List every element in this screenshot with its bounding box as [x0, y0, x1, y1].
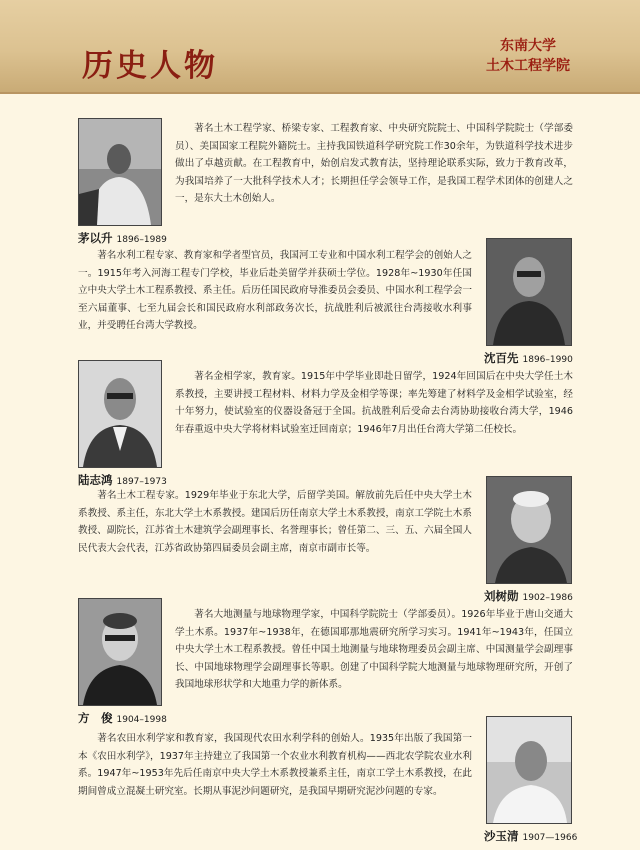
page-header	[0, 0, 640, 94]
university-name: 东南大学	[500, 38, 556, 54]
portrait-photo-icon	[487, 717, 571, 823]
school-name: 土木工程学院	[486, 58, 570, 74]
person-name-5: 方 俊 1904–1998	[78, 711, 167, 725]
portrait-photo-icon	[79, 361, 161, 467]
person-bio-5: 著名大地测量与地球物理学家，中国科学院院士（学部委员）。1926年毕业于唐山交通大学土木系。1937年~1938年，在德国耶那地震研究所学习实习。1941年~1943年，任国立中央大学土木工程系教授。曾任中国土地测量与地球物理委员会副主席、中国测量学会副理事长、中国地球物理学会副理事长等职。创建了中国科学院大地测量与地球物理研究所，开创了我国地球形状学和大地重力学的新体系。	[175, 609, 573, 691]
person-bio-3: 著名金相学家，教育家。1915年中学毕业即赴日留学，1924年回国后在中央大学任土木系教授，主要讲授工程材料、材料力学及金相学等课；率先筹建了材料学及金相学试验室，经十年努力，使试验室的仪器设备冠于全国。抗战胜利后受命去台湾协助接收台湾大学，1946年春重返中央大学将材料试验室迁回南京；1946年7月出任台湾大学第二任校长。	[175, 371, 573, 435]
page-title: 历史人物	[82, 48, 218, 84]
portrait-photo-icon	[487, 239, 571, 345]
person-name-2: 沈百先 1896–1990	[484, 351, 573, 365]
person-bio-4: 著名土木工程专家。1929年毕业于东北大学，后留学美国。解放前先后任中央大学土木系教授、系主任，东北大学土木系教授。建国后历任南京大学土木系教授，南京工学院土木系教授、副院长，江苏省土木建筑学会副理事长、名誉理事长；曾任第二、三、五、六届全国人民代表大会代表，江苏省政协第四届委员会副主席，南京市副市长等。	[78, 490, 472, 554]
portrait-photo-icon	[487, 477, 571, 583]
person-name-1: 茅以升 1896–1989	[78, 231, 167, 245]
person-bio-6: 著名农田水利学家和教育家，我国现代农田水利学科的创始人。1935年出版了我国第一本《农田水利学》，1937年主持建立了我国第一个农业水利教育机构——西北农学院农业水利系。1947年~1953年先后任南京中央大学土木系教授兼系主任，南京工学土木系教授，在此期间曾成立混凝土研究室。长期从事泥沙问题研究，是我国早期研究泥沙问题的专家。	[78, 733, 472, 797]
portrait-photo-1	[78, 118, 162, 226]
person-bio-2: 著名水利工程专家、教育家和学者型官员，我国河工专业和中国水利工程学会的创始人之一。1915年考入河海工程专门学校，毕业后赴美留学并获硕士学位。1928年~1930年任国立中央大学土木工程系教授、系主任。后历任国民政府导淮委员会委员、中国水利工程学会一至六届董事、七至九届会长和国民政府水利部政务次长，抗战胜利后被派往台湾接收水利事业，并受聘任台湾大学教授。	[78, 250, 472, 332]
portrait-photo-5	[78, 598, 162, 706]
person-name-4: 刘树勋 1902–1986	[484, 589, 573, 603]
portrait-photo-icon	[79, 119, 161, 225]
portrait-photo-3	[78, 360, 162, 468]
portrait-photo-6	[486, 716, 572, 824]
portrait-photo-4	[486, 476, 572, 584]
person-name-3: 陆志鸿 1897–1973	[78, 473, 167, 487]
person-bio-1: 著名土木工程学家、桥梁专家、工程教育家、中央研究院院士、中国科学院院士（学部委员）、美国国家工程院外籍院士。主持我国铁道科学研究院工作30余年，为铁道科学技术进步做出了卓越贡献。在工程教育中，始创启发式教育法，坚持理论联系实际，致力于教育改革，为我国培养了一大批科学技术人才；长期担任学会领导工作，是我国工程学术团体的创建人之一，是东大土木创始人。	[175, 123, 573, 205]
portrait-photo-2	[486, 238, 572, 346]
person-name-6: 沙玉清 1907—1966	[484, 829, 578, 843]
portrait-photo-icon	[79, 599, 161, 705]
institution-name	[486, 36, 570, 76]
